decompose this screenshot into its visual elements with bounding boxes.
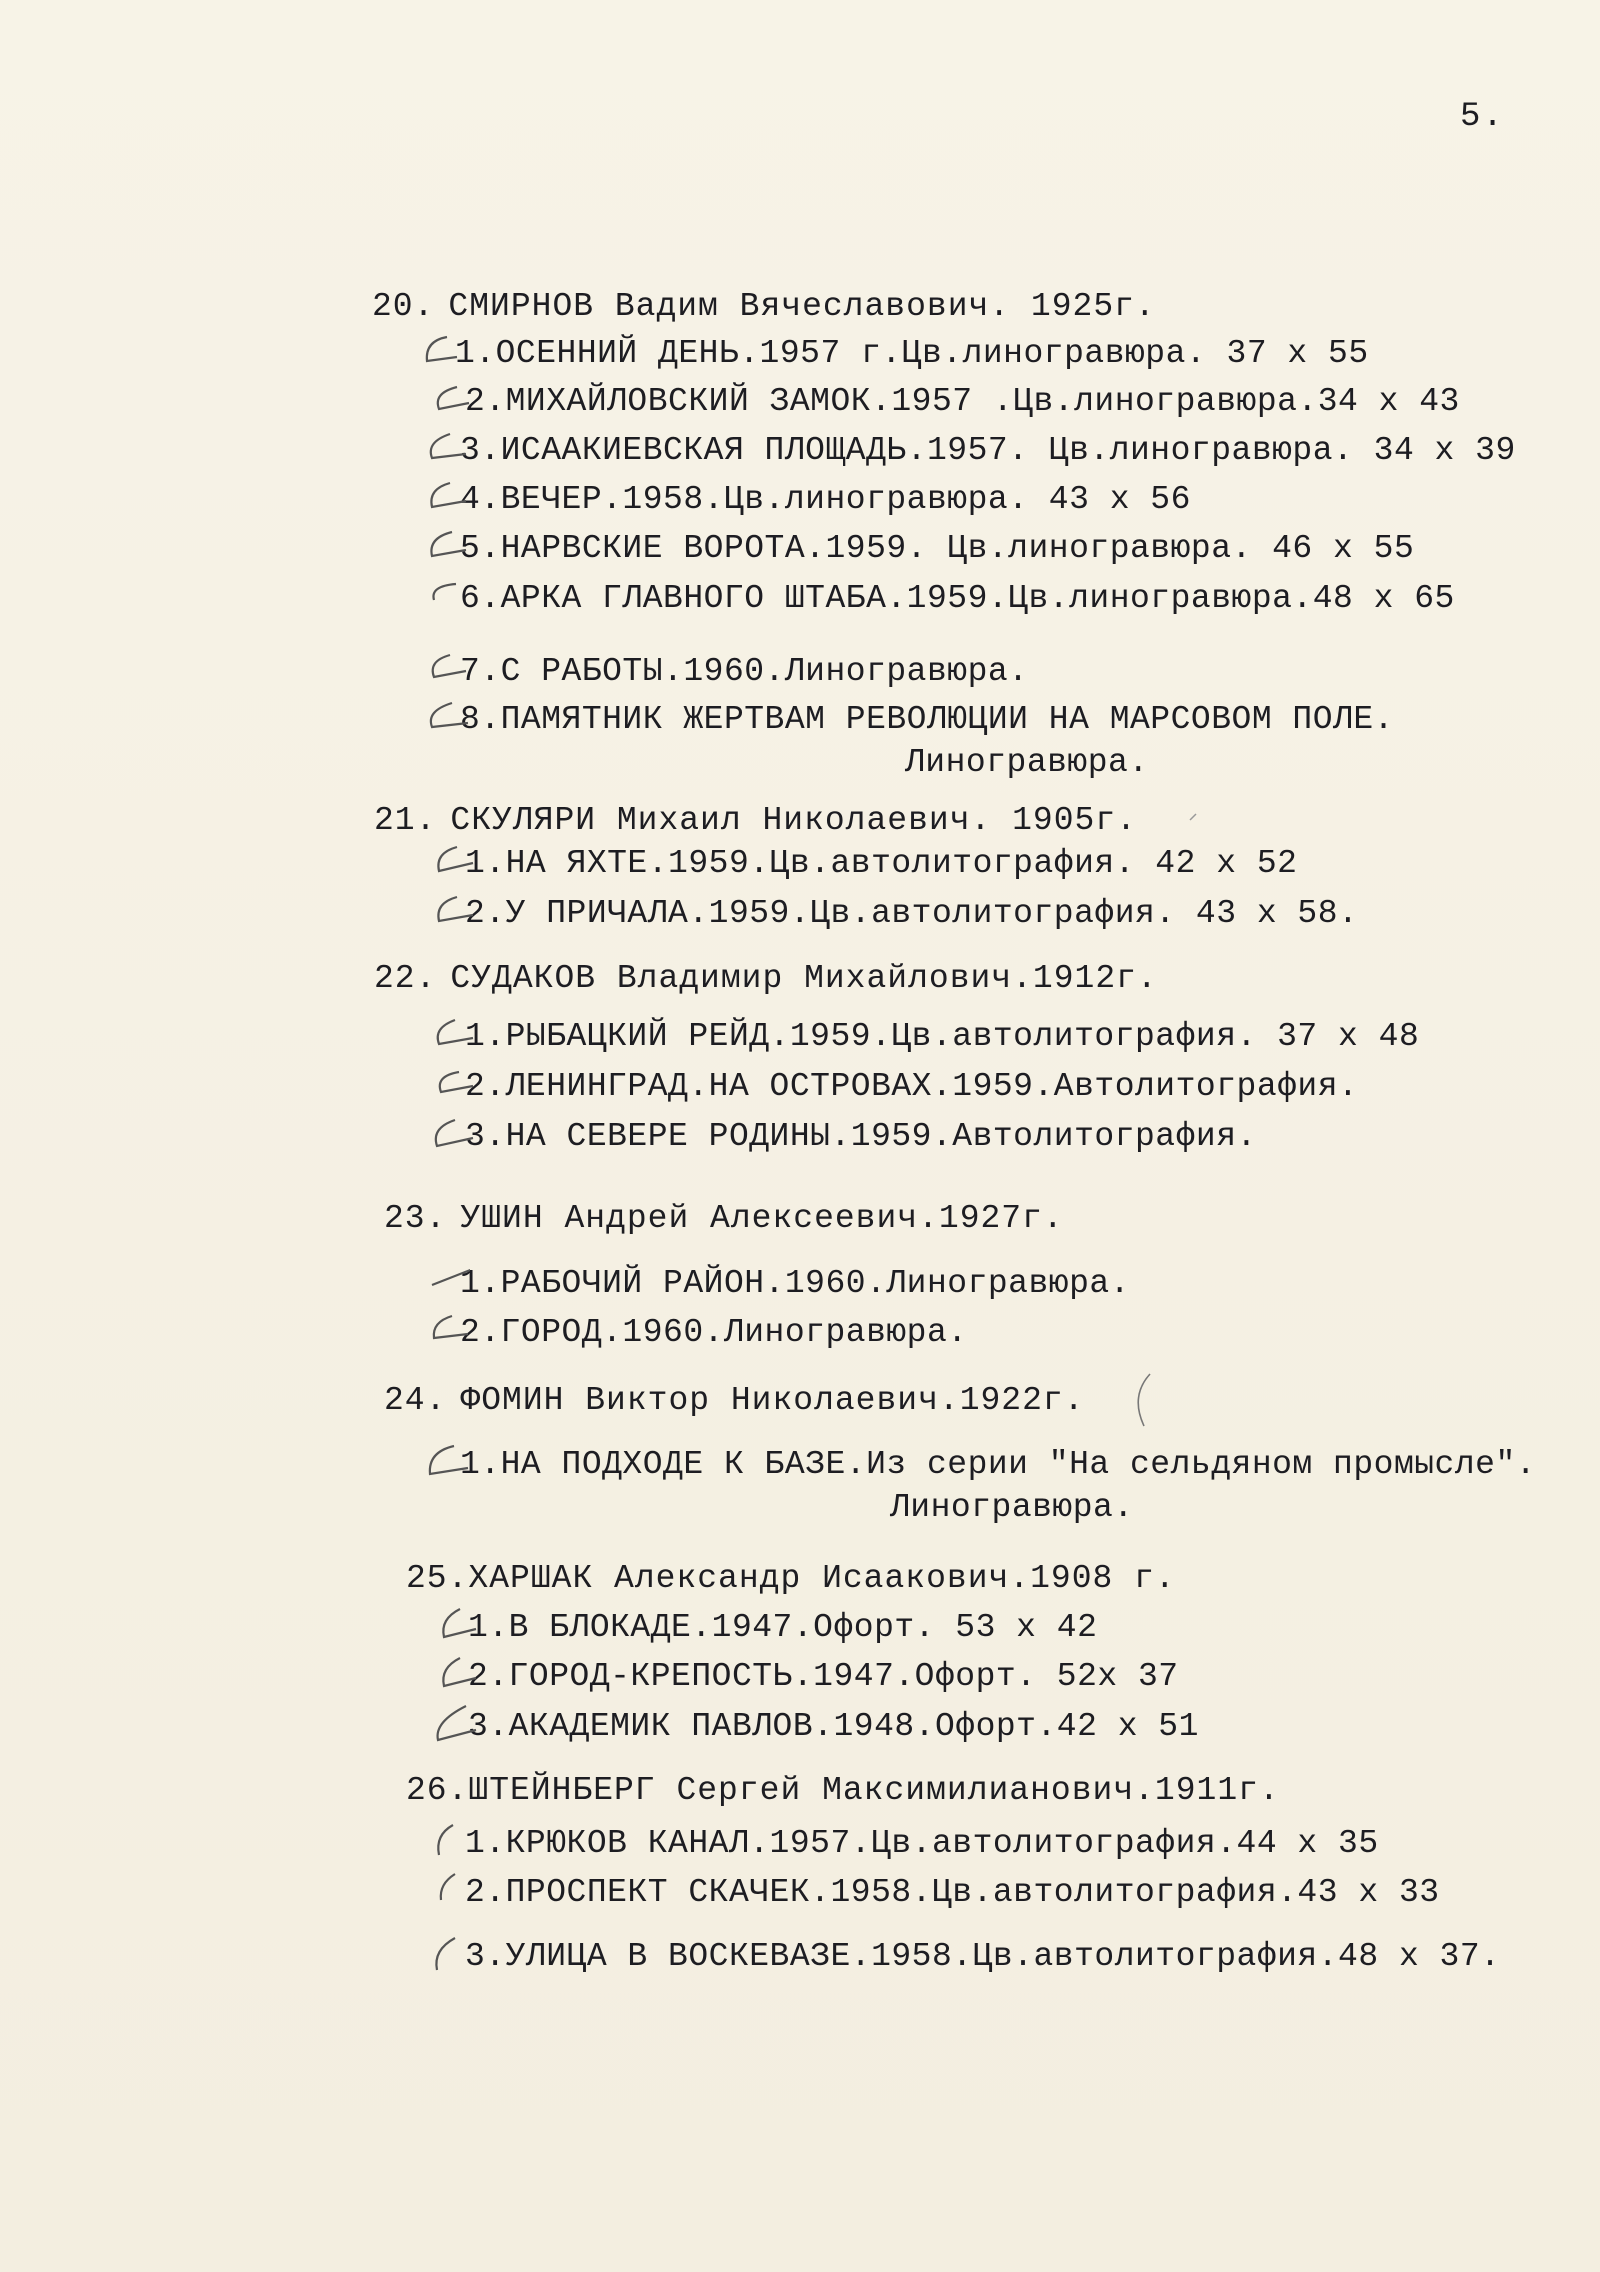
artist-number: 25. — [406, 1560, 469, 1597]
handwritten-check-icon — [427, 1064, 475, 1104]
artist-header — [374, 960, 1158, 997]
artwork-text: 1.КРЮКОВ КАНАЛ.1957.Цв.автолитография.44 х 35 — [465, 1825, 1379, 1862]
handwritten-check-icon — [417, 331, 465, 371]
artwork-text: 1.НА ЯХТЕ.1959.Цв.автолитография. 42 х 52 — [465, 845, 1298, 882]
artwork-item — [460, 653, 1029, 690]
artwork-item — [465, 1018, 1419, 1055]
pencil-mark-icon — [1120, 1370, 1160, 1430]
pencil-dot-icon — [1186, 810, 1200, 824]
artwork-item — [460, 701, 1394, 781]
artwork-text: 2.ГОРОД.1960.Линогравюра. — [460, 1314, 968, 1351]
handwritten-check-icon — [427, 1014, 475, 1054]
handwritten-check-icon — [427, 891, 475, 931]
artist-entry — [406, 1772, 1280, 1809]
artist-header — [384, 1200, 1064, 1237]
artwork-text: 1.В БЛОКАДЕ.1947.Офорт. 53 х 42 — [468, 1609, 1098, 1646]
artwork-item — [460, 530, 1414, 567]
artwork-technique: Линогравюра. — [905, 744, 1149, 781]
artist-number: 26. — [406, 1772, 469, 1809]
artist-entry — [374, 802, 1137, 839]
artist-header — [406, 1560, 1176, 1597]
artwork-technique: Линогравюра. — [890, 1489, 1134, 1526]
artist-number: 23. — [384, 1200, 447, 1237]
artwork-item — [468, 1658, 1179, 1695]
artwork-item — [468, 1609, 1097, 1646]
artist-number: 21. — [374, 802, 437, 839]
artwork-item — [468, 1708, 1199, 1745]
artwork-text: 5.НАРВСКИЕ ВОРОТА.1959. Цв.линогравюра. 46 х 55 — [460, 530, 1415, 567]
artist-header — [374, 802, 1137, 839]
artist-number: 20. — [372, 288, 435, 325]
artwork-text: 7.С РАБОТЫ.1960.Линогравюра. — [460, 653, 1029, 690]
handwritten-check-icon — [422, 1310, 470, 1350]
artwork-item — [455, 335, 1369, 372]
artwork-item — [465, 1874, 1440, 1911]
artwork-item — [465, 1938, 1500, 1975]
artist-name: ХАРШАК Александр Исаакович.1908 г. — [468, 1560, 1176, 1597]
artist-entry — [384, 1200, 1064, 1237]
handwritten-check-icon — [422, 1442, 470, 1482]
artwork-text: 1.НА ПОДХОДЕ К БАЗЕ.Из серии "На сельдяном промысле". — [460, 1446, 1537, 1483]
artwork-text: 1.РЫБАЦКИЙ РЕЙД.1959.Цв.автолитография. 37 х 48 — [465, 1018, 1420, 1055]
artist-number: 22. — [374, 960, 437, 997]
handwritten-check-icon — [422, 526, 470, 566]
artist-number: 24. — [384, 1382, 447, 1419]
handwritten-check-icon — [430, 1654, 478, 1694]
artist-name: ФОМИН Виктор Николаевич.1922г. — [460, 1382, 1085, 1419]
artwork-text: 3.УЛИЦА В ВОСКЕВАЗЕ.1958.Цв.автолитография.48 х 37. — [465, 1938, 1501, 1975]
artwork-item — [460, 481, 1191, 518]
artist-name: СМИРНОВ Вадим Вячеславович. 1925г. — [448, 288, 1156, 325]
handwritten-check-icon — [422, 477, 470, 517]
handwritten-check-icon — [422, 1261, 470, 1301]
artist-entry — [372, 288, 1156, 325]
handwritten-check-icon — [427, 841, 475, 881]
handwritten-check-icon — [427, 1114, 475, 1154]
artist-header — [406, 1772, 1280, 1809]
artwork-text: 6.АРКА ГЛАВНОГО ШТАБА.1959.Цв.линогравюра.48 х 65 — [460, 580, 1455, 617]
handwritten-check-icon — [430, 1704, 478, 1744]
artwork-item — [460, 1446, 1536, 1526]
artwork-text: 4.ВЕЧЕР.1958.Цв.линогравюра. 43 х 56 — [460, 481, 1191, 518]
artwork-item — [460, 1314, 968, 1351]
artwork-text: 1.РАБОЧИЙ РАЙОН.1960.Линогравюра. — [460, 1265, 1131, 1302]
artwork-text: 1.ОСЕННИЙ ДЕНЬ.1957 г.Цв.линогравюра. 37 х 55 — [455, 335, 1369, 372]
artist-header — [372, 288, 1156, 325]
artwork-item — [465, 383, 1460, 420]
artwork-item — [465, 845, 1297, 882]
artist-name: УШИН Андрей Алексеевич.1927г. — [460, 1200, 1064, 1237]
artwork-text: 3.АКАДЕМИК ПАВЛОВ.1948.Офорт.42 х 51 — [468, 1708, 1199, 1745]
artwork-item — [465, 1068, 1358, 1105]
handwritten-check-icon — [422, 649, 470, 689]
page-number: 5. — [1460, 98, 1505, 136]
handwritten-check-icon — [427, 379, 475, 419]
artist-name: ШТЕЙНБЕРГ Сергей Максимилианович.1911г. — [468, 1772, 1280, 1809]
artwork-item — [460, 432, 1516, 469]
artwork-text: 3.ИСААКИЕВСКАЯ ПЛОЩАДЬ.1957. Цв.линогравюра. 34 х 39 — [460, 432, 1516, 469]
artwork-text: 2.У ПРИЧАЛА.1959.Цв.автолитография. 43 х 58. — [465, 895, 1359, 932]
artwork-text: 2.ПРОСПЕКТ СКАЧЕК.1958.Цв.автолитография.43 х 33 — [465, 1874, 1440, 1911]
artist-name: СКУЛЯРИ Михаил Николаевич. 1905г. — [450, 802, 1137, 839]
artwork-item — [465, 895, 1358, 932]
artwork-text: 2.МИХАЙЛОВСКИЙ ЗАМОК.1957 .Цв.линогравюра.34 х 43 — [465, 383, 1460, 420]
artist-entry — [384, 1382, 1085, 1419]
artwork-text: 2.ЛЕНИНГРАД.НА ОСТРОВАХ.1959.Автолитография. — [465, 1068, 1359, 1105]
handwritten-check-icon — [422, 428, 470, 468]
handwritten-check-icon — [422, 697, 470, 737]
artwork-text: 3.НА СЕВЕРЕ РОДИНЫ.1959.Автолитография. — [465, 1118, 1257, 1155]
handwritten-check-icon — [422, 576, 470, 616]
artwork-item — [465, 1118, 1257, 1155]
artwork-item — [460, 580, 1455, 617]
artwork-text: 8.ПАМЯТНИК ЖЕРТВАМ РЕВОЛЮЦИИ НА МАРСОВОМ ПОЛЕ. — [460, 701, 1394, 738]
artwork-item — [465, 1825, 1379, 1862]
artwork-item — [460, 1265, 1130, 1302]
handwritten-check-icon — [430, 1605, 478, 1645]
artist-name: СУДАКОВ Владимир Михайлович.1912г. — [450, 960, 1158, 997]
artist-entry — [374, 960, 1158, 997]
artwork-text: 2.ГОРОД-КРЕПОСТЬ.1947.Офорт. 52х 37 — [468, 1658, 1179, 1695]
handwritten-check-icon — [427, 1870, 475, 1910]
handwritten-check-icon — [427, 1934, 475, 1974]
handwritten-check-icon — [427, 1821, 475, 1861]
artist-entry — [406, 1560, 1176, 1597]
artist-header — [384, 1382, 1085, 1419]
